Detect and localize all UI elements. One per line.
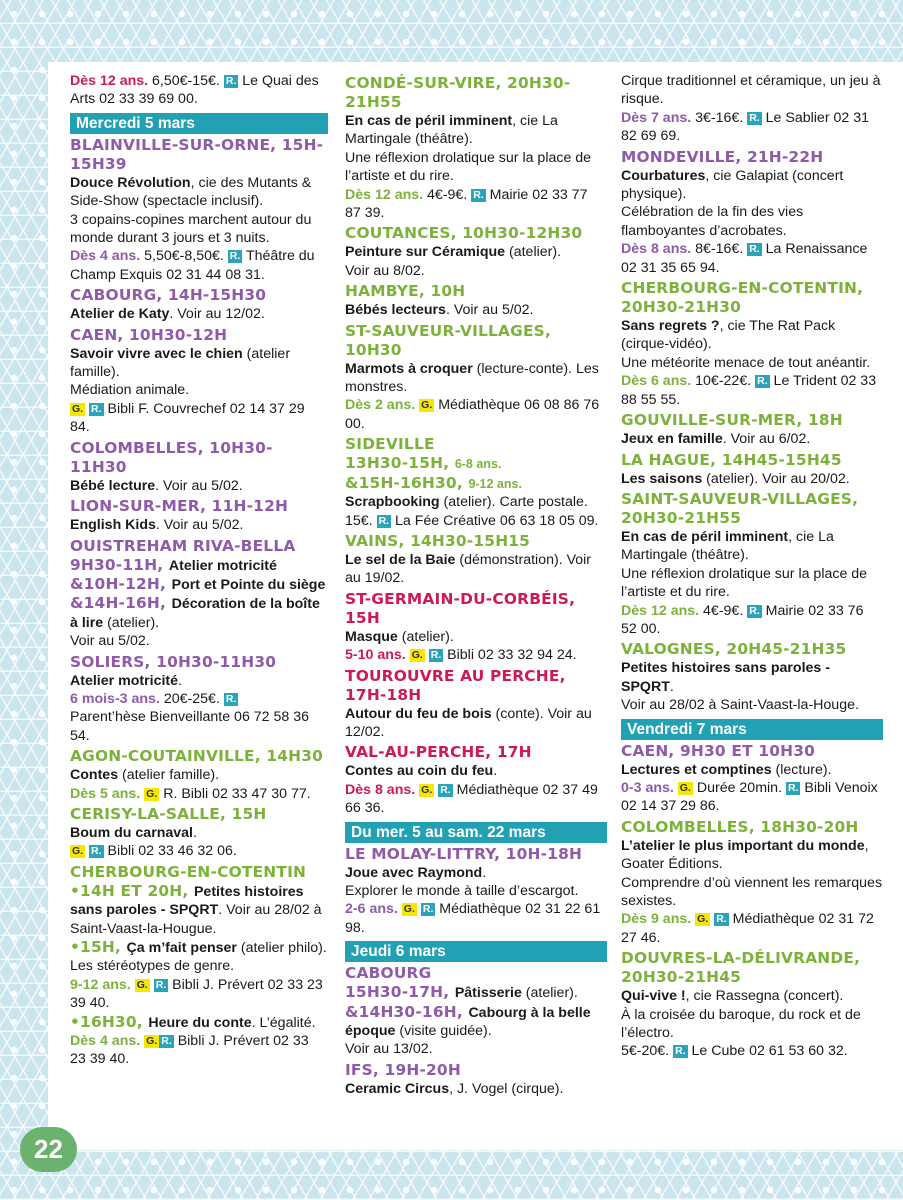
r-badge: R. [675, 1045, 686, 1058]
r-badge: R. [91, 402, 102, 415]
r-badge: R. [378, 514, 390, 527]
event-place: CABOURG, 14H-15H30 [70, 286, 267, 305]
event-place: VAINS, 14H30-15H15 [345, 531, 531, 550]
event-place: AGON-COUTAINVILLE, 14H30 [70, 747, 324, 766]
g-badge: G. [421, 783, 433, 796]
column-3: Cirque traditionnel et céramique, un jeu à risque. Dès 7 ans. 3€-16€. R. Le Sablier 02 31 82 69 69. MONDEVILLE, 21H-22H Courbatures, cie Galapiat (concert physique). Célébration de la fin des vies flamboyantes d’acrobates. Dès 8 ans. 8€-16€. R. La Renaissance 02 31 35 65 94. CHERBOURG-EN-COTENTIN, 20H30-21H30 Sans regrets ?, cie The Rat Pack (cirque-vidéo). Une météorite menace de tout anéantir. Dès 6 ans. 10€-22€. R. Le Trident 02 33 88 55 55. GOUVILLE-SUR-MER, 18H Jeux en famille. Voir au 6/02. LA HAGUE, 14H45-15H45 Les saisons (atelier). Voir au 20/02. SAINT-SAUVEUR-VILLAGES, 20H30-21H55 En cas de péril imminent, cie La Martingale (théâtre). Une réflexion drolatique sur la place de l’artiste et du rire. Dès 12 ans. 4€-9€. R. Mairie 02 33 76 52 00. VALOGNES, 20H45-21H35 Petites histoires sans paroles - SPQRT. Voir au 28/02 à Saint-Vaast-la-Houge. Vendredi 7 mars CAEN, 9H30 ET 10H30 Lectures et comptines (lecture). 0-3 ans. G. Durée 20min. R. Bibli Venoix 02 14 37 29 86. COLOMBELLES, 18H30-20H L’atelier le plus important du monde, Goater Éditions. Comprendre d’où viennent les remarques sexistes. Dès 9 ans. G. R. Médiathèque 02 31 72 27 46. DOUVRES-LA-DÉLIVRANDE, 20H30-21H45 Qui-vive !, cie Rassegna (concert). À la croisée du baroque, du rock et de l’électro. 5€-20€. R. Le Cube 02 61 53 60 32. [621, 73, 883, 1060]
r-badge: R. [749, 111, 760, 124]
day-header: Vendredi 7 mars [621, 719, 883, 740]
g-badge: G. [679, 781, 691, 794]
event-place: SIDEVILLE [345, 435, 435, 454]
event-place: SOLIERS, 10H30-11H30 [70, 652, 277, 671]
column-1: Dès 12 ans. 6,50€-15€. R. Le Quai des Arts 02 33 39 69 00. Mercredi 5 mars BLAINVILLE-SUR-ORNE, 15H-15H39 Douce Révolution, cie des Mutants & Side-Show (spectacle inclusif). 3 copains-copines marchent autour du monde durant 3 jours et 3 nuits. Dès 4 ans. 5,50€-8,50€. R. Théâtre du Champ Exquis 02 31 44 08 31. CABOURG, 14H-15H30 Atelier de Katy. Voir au 12/02. CAEN, 10H30-12H Savoir vivre avec le chien (atelier famille). Médiation animale. G. R. Bibli F. Couvrechef 02 14 37 29 84. COLOMBELLES, 10H30-11H30 Bébé lecture. Voir au 5/02. LION-SUR-MER, 11H-12H English Kids. Voir au 5/02. OUISTREHAM RIVA-BELLA 9H30-11H, Atelier motricité &10H-12H, Port et Pointe du siège &14H-16H, Décoration de la boîte à lire (atelier). Voir au 5/02. SOLIERS, 10H30-11H30 Atelier motricité. 6 mois-3 ans. 20€-25€. R. Parent’hèse Bienveillante 06 72 58 36 54. AGON-COUTAINVILLE, 14H30 Contes (atelier famille). Dès 5 ans. G. R. Bibli 02 33 47 30 77. CERISY-LA-SALLE, 15H Boum du carnaval. G. R. Bibli 02 33 46 32 06. CHERBOURG-EN-COTENTIN •14H ET 20H, Petites histoires sans paroles - SPQRT. Voir au 28/02 à Saint-Vaast-la-Hougue. •15H, Ça m’fait penser (atelier philo). Les stéréotypes de genre. 9-12 ans. G. R. Bibli J. Prévert 02 33 23 39 40. •16H30, Heure du conte. L’égalité. Dès 4 ans. G. R. Bibli J. Prévert 02 33 23 39 40. [70, 73, 327, 1068]
event-place: CABOURG [345, 964, 432, 983]
r-badge: R. [440, 783, 451, 796]
r-badge: R. [225, 75, 237, 87]
r-badge: R. [161, 1035, 172, 1048]
event-place: CAEN, 9H30 ET 10H30 [621, 741, 816, 760]
day-header: Jeudi 6 mars [345, 941, 607, 962]
r-badge: R. [757, 375, 768, 388]
event-title: Douce Révolution [70, 174, 191, 191]
g-badge: G. [697, 913, 709, 926]
page-number: 22 [20, 1127, 77, 1172]
r-badge: R. [155, 978, 167, 991]
g-badge: G. [136, 978, 148, 991]
event-entry: Dès 12 ans. 6,50€-15€. R. Le Quai des Arts 02 33 39 69 00. [70, 73, 319, 108]
r-badge: R. [225, 692, 237, 705]
r-badge: R. [749, 604, 760, 617]
event-place: HAMBYE, 10H [345, 282, 466, 301]
r-badge: R. [716, 913, 727, 926]
event-place: CAEN, 10H30-12H [70, 325, 228, 344]
event-place: SAINT-SAUVEUR-VILLAGES, 20H30-21H55 [621, 489, 859, 527]
event-place: IFS, 19H-20H [345, 1060, 461, 1079]
r-badge: R. [91, 845, 102, 858]
event-place: LION-SUR-MER, 11H-12H [70, 497, 289, 516]
event-place: VAL-AU-PERCHE, 17H [345, 743, 532, 762]
event-place: CHERBOURG-EN-COTENTIN [70, 862, 307, 881]
g-badge: G. [146, 1035, 158, 1048]
event-place: OUISTREHAM RIVA-BELLA [70, 536, 296, 555]
event-place: ST-GERMAIN-DU-CORBÉIS, 15H [345, 589, 576, 627]
g-badge: G. [403, 903, 415, 916]
event-place: LE MOLAY-LITTRY, 10H-18H [345, 844, 583, 863]
event-place: VALOGNES, 20H45-21H35 [621, 640, 847, 659]
event-place: CHERBOURG-EN-COTENTIN, 20H30-21H30 [621, 279, 864, 317]
event-place: MONDEVILLE, 21H-22H [621, 147, 824, 166]
event-place: ST-SAUVEUR-VILLAGES, 10H30 [345, 321, 552, 359]
g-badge: G. [421, 399, 433, 412]
g-badge: G. [72, 845, 84, 858]
g-badge: G. [411, 649, 423, 662]
event-place: TOUROUVRE AU PERCHE, 17H-18H [345, 666, 566, 704]
r-badge: R. [473, 188, 484, 201]
r-badge: R. [749, 243, 760, 256]
r-badge: R. [229, 250, 241, 263]
event-place: GOUVILLE-SUR-MER, 18H [621, 411, 843, 430]
event-place: LA HAGUE, 14H45-15H45 [621, 450, 842, 469]
column-2: CONDÉ-SUR-VIRE, 20H30-21H55 En cas de péril imminent, cie La Martingale (théâtre). Une réflexion drolatique sur la place de l’artiste et du rire. Dès 12 ans. 4€-9€. R. Mairie 02 33 77 87 39. COUTANCES, 10H30-12H30 Peinture sur Céramique (atelier). Voir au 8/02. HAMBYE, 10H Bébés lecteurs. Voir au 5/02. ST-SAUVEUR-VILLAGES, 10H30 Marmots à croquer (lecture-conte). Les monstres. Dès 2 ans. G. Médiathèque 06 08 86 76 00. SIDEVILLE 13H30-15H, 6-8 ans. &15H-16H30, 9-12 ans. Scrapbooking (atelier). Carte postale. 15€. R. La Fée Créative 06 63 18 05 09. VAINS, 14H30-15H15 Le sel de la Baie (démonstration). Voir au 19/02. ST-GERMAIN-DU-CORBÉIS, 15H Masque (atelier). 5-10 ans. G. R. Bibli 02 33 32 94 24. TOUROUVRE AU PERCHE, 17H-18H Autour du feu de bois (conte). Voir au 12/02. VAL-AU-PERCHE, 17H Contes au coin du feu. Dès 8 ans. G. R. Médiathèque 02 37 49 66 36. Du mer. 5 au sam. 22 mars LE MOLAY-LITTRY, 10H-18H Joue avec Raymond. Explorer le monde à taille d’escargot. 2-6 ans. G. R. Médiathèque 02 31 22 61 98. Jeudi 6 mars CABOURG 15H30-17H, Pâtisserie (atelier). &14H30-16H, Cabourg à la belle époque (visite guidée). Voir au 13/02. IFS, 19H-20H Ceramic Circus, J. Vogel (cirque). [345, 72, 607, 1098]
event-place: COLOMBELLES, 18H30-20H [621, 817, 859, 836]
event-place: CERISY-LA-SALLE, 15H [70, 804, 267, 823]
r-badge: R. [422, 903, 434, 916]
r-badge: R. [787, 781, 799, 794]
g-badge: G. [72, 402, 84, 415]
event-place: COUTANCES, 10H30-12H30 [345, 224, 583, 243]
event-place: BLAINVILLE-SUR-ORNE, 15H-15H39 [70, 135, 324, 173]
date-range-header: Du mer. 5 au sam. 22 mars [345, 822, 607, 843]
event-place: CONDÉ-SUR-VIRE, 20H30-21H55 [345, 74, 571, 111]
event-place: COLOMBELLES, 10H30-11H30 [70, 438, 273, 476]
g-badge: G. [146, 787, 158, 800]
event-place: DOUVRES-LA-DÉLIVRANDE, 20H30-21H45 [621, 949, 861, 987]
r-badge: R. [430, 649, 442, 662]
day-header: Mercredi 5 mars [70, 113, 328, 134]
